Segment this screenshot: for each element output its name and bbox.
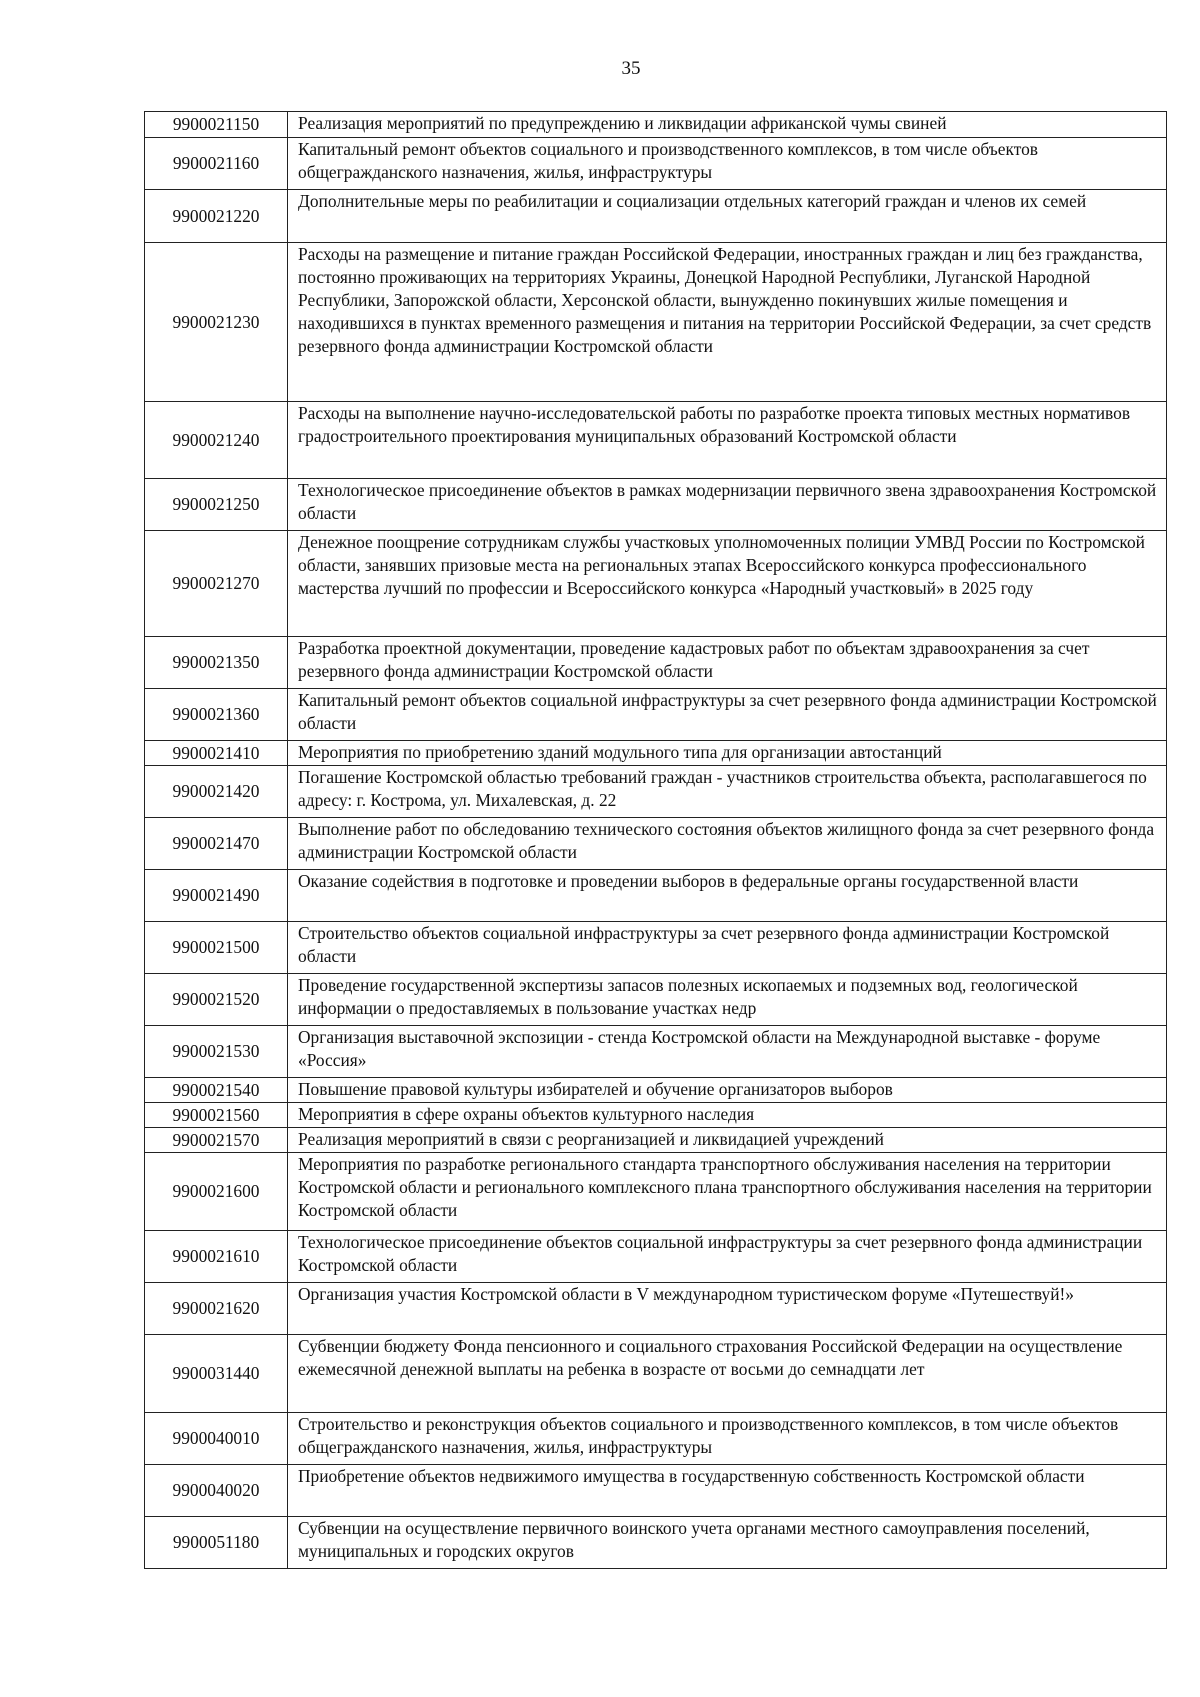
description-cell: Организация участия Костромской области в V международном туристическом форуме «Путешествуй!»: [288, 1283, 1167, 1335]
description-cell: Выполнение работ по обследованию технического состояния объектов жилищного фонда за счет резервного фонда администрации Костромской области: [288, 818, 1167, 870]
table-row: [145, 1128, 1167, 1153]
description-cell: Повышение правовой культуры избирателей и обучение организаторов выборов: [288, 1078, 1167, 1103]
table-row: [145, 637, 1167, 689]
table-row: [145, 818, 1167, 870]
description-cell: Капитальный ремонт объектов социальной инфраструктуры за счет резервного фонда администрации Костромской области: [288, 689, 1167, 741]
code-cell: 9900021420: [145, 766, 288, 818]
description-cell: Технологическое присоединение объектов социальной инфраструктуры за счет резервного фонда администрации Костромской области: [288, 1231, 1167, 1283]
code-cell: 9900021230: [145, 243, 288, 402]
code-cell: 9900051180: [145, 1517, 288, 1569]
table-row: [145, 766, 1167, 818]
table-row: [145, 138, 1167, 190]
description-cell: Строительство объектов социальной инфраструктуры за счет резервного фонда администрации Костромской области: [288, 922, 1167, 974]
table-row: [145, 689, 1167, 741]
code-cell: 9900021620: [145, 1283, 288, 1335]
code-cell: 9900021560: [145, 1103, 288, 1128]
description-cell: Технологическое присоединение объектов в рамках модернизации первичного звена здравоохранения Костромской области: [288, 479, 1167, 531]
description-cell: Дополнительные меры по реабилитации и социализации отдельных категорий граждан и членов их семей: [288, 190, 1167, 243]
page-number: 35: [621, 58, 641, 79]
code-cell: 9900021160: [145, 138, 288, 190]
description-cell: Погашение Костромской областью требований граждан - участников строительства объекта, располагавшегося по адресу: г. Кострома, ул. Михалевская, д. 22: [288, 766, 1167, 818]
description-cell: Мероприятия по разработке регионального стандарта транспортного обслуживания населения на территории Костромской области и регионального комплексного плана транспортного обслуживания населения на территории Костромской области: [288, 1153, 1167, 1231]
table-row: [145, 1517, 1167, 1569]
code-cell: 9900021470: [145, 818, 288, 870]
code-cell: 9900040010: [145, 1413, 288, 1465]
code-cell: 9900021220: [145, 190, 288, 243]
code-cell: 9900021530: [145, 1026, 288, 1078]
code-cell: 9900040020: [145, 1465, 288, 1517]
description-cell: Строительство и реконструкция объектов социального и производственного комплексов, в том числе объектов общегражданского назначения, жилья, инфраструктуры: [288, 1413, 1167, 1465]
code-cell: 9900021240: [145, 402, 288, 479]
description-cell: Капитальный ремонт объектов социального и производственного комплексов, в том числе объектов общегражданского назначения, жилья, инфраструктуры: [288, 138, 1167, 190]
table-row: [145, 1413, 1167, 1465]
table-row: [145, 1103, 1167, 1128]
table-row: [145, 1026, 1167, 1078]
description-cell: Разработка проектной документации, проведение кадастровых работ по объектам здравоохранения за счет резервного фонда администрации Костромской области: [288, 637, 1167, 689]
code-cell: 9900021500: [145, 922, 288, 974]
budget-codes-table: [144, 111, 1167, 1569]
code-cell: 9900021350: [145, 637, 288, 689]
description-cell: Расходы на размещение и питание граждан Российской Федерации, иностранных граждан и лиц без гражданства, постоянно проживающих на территориях Украины, Донецкой Народной Республики, Луганской Народной Республики, Запорожской области, Херсонской области, вынужденно покинувших жилые помещения и находившихся в пунктах временного размещения и питания на территории Российской Федерации, за счет средств резервного фонда администрации Костромской области: [288, 243, 1167, 402]
table-row: [145, 531, 1167, 637]
description-cell: Реализация мероприятий в связи с реорганизацией и ликвидацией учреждений: [288, 1128, 1167, 1153]
description-cell: Мероприятия по приобретению зданий модульного типа для организации автостанций: [288, 741, 1167, 766]
table-row: [145, 870, 1167, 922]
code-cell: 9900021360: [145, 689, 288, 741]
table-row: [145, 1283, 1167, 1335]
code-cell: 9900021570: [145, 1128, 288, 1153]
table-row: [145, 112, 1167, 138]
code-cell: 9900021270: [145, 531, 288, 637]
description-cell: Приобретение объектов недвижимого имущества в государственную собственность Костромской области: [288, 1465, 1167, 1517]
description-cell: Расходы на выполнение научно-исследовательской работы по разработке проекта типовых местных нормативов градостроительного проектирования муниципальных образований Костромской области: [288, 402, 1167, 479]
description-cell: Организация выставочной экспозиции - стенда Костромской области на Международной выставке - форуме «Россия»: [288, 1026, 1167, 1078]
code-cell: 9900021250: [145, 479, 288, 531]
table-row: [145, 1465, 1167, 1517]
code-cell: 9900021150: [145, 112, 288, 138]
table-row: [145, 974, 1167, 1026]
code-cell: 9900031440: [145, 1335, 288, 1413]
table-row: [145, 741, 1167, 766]
description-cell: Денежное поощрение сотрудникам службы участковых уполномоченных полиции УМВД России по Костромской области, занявших призовые места на региональных этапах Всероссийского конкурса профессионального мастерства лучший по профессии и Всероссийского конкурса «Народный участковый» в 2025 году: [288, 531, 1167, 637]
table-row: [145, 1231, 1167, 1283]
code-cell: 9900021520: [145, 974, 288, 1026]
table-row: [145, 1335, 1167, 1413]
code-cell: 9900021600: [145, 1153, 288, 1231]
description-cell: Субвенции бюджету Фонда пенсионного и социального страхования Российской Федерации на осуществление ежемесячной денежной выплаты на ребенка в возрасте от восьми до семнадцати лет: [288, 1335, 1167, 1413]
table-row: [145, 402, 1167, 479]
table-row: [145, 243, 1167, 402]
code-cell: 9900021610: [145, 1231, 288, 1283]
table-row: [145, 1153, 1167, 1231]
table-row: [145, 922, 1167, 974]
description-cell: Реализация мероприятий по предупреждению и ликвидации африканской чумы свиней: [288, 112, 1167, 138]
description-cell: Мероприятия в сфере охраны объектов культурного наследия: [288, 1103, 1167, 1128]
code-cell: 9900021540: [145, 1078, 288, 1103]
description-cell: Оказание содействия в подготовке и проведении выборов в федеральные органы государственной власти: [288, 870, 1167, 922]
code-cell: 9900021410: [145, 741, 288, 766]
table-row: [145, 1078, 1167, 1103]
table-row: [145, 479, 1167, 531]
description-cell: Проведение государственной экспертизы запасов полезных ископаемых и подземных вод, геологической информации о предоставляемых в пользование участках недр: [288, 974, 1167, 1026]
description-cell: Субвенции на осуществление первичного воинского учета органами местного самоуправления поселений, муниципальных и городских округов: [288, 1517, 1167, 1569]
code-cell: 9900021490: [145, 870, 288, 922]
table-row: [145, 190, 1167, 243]
